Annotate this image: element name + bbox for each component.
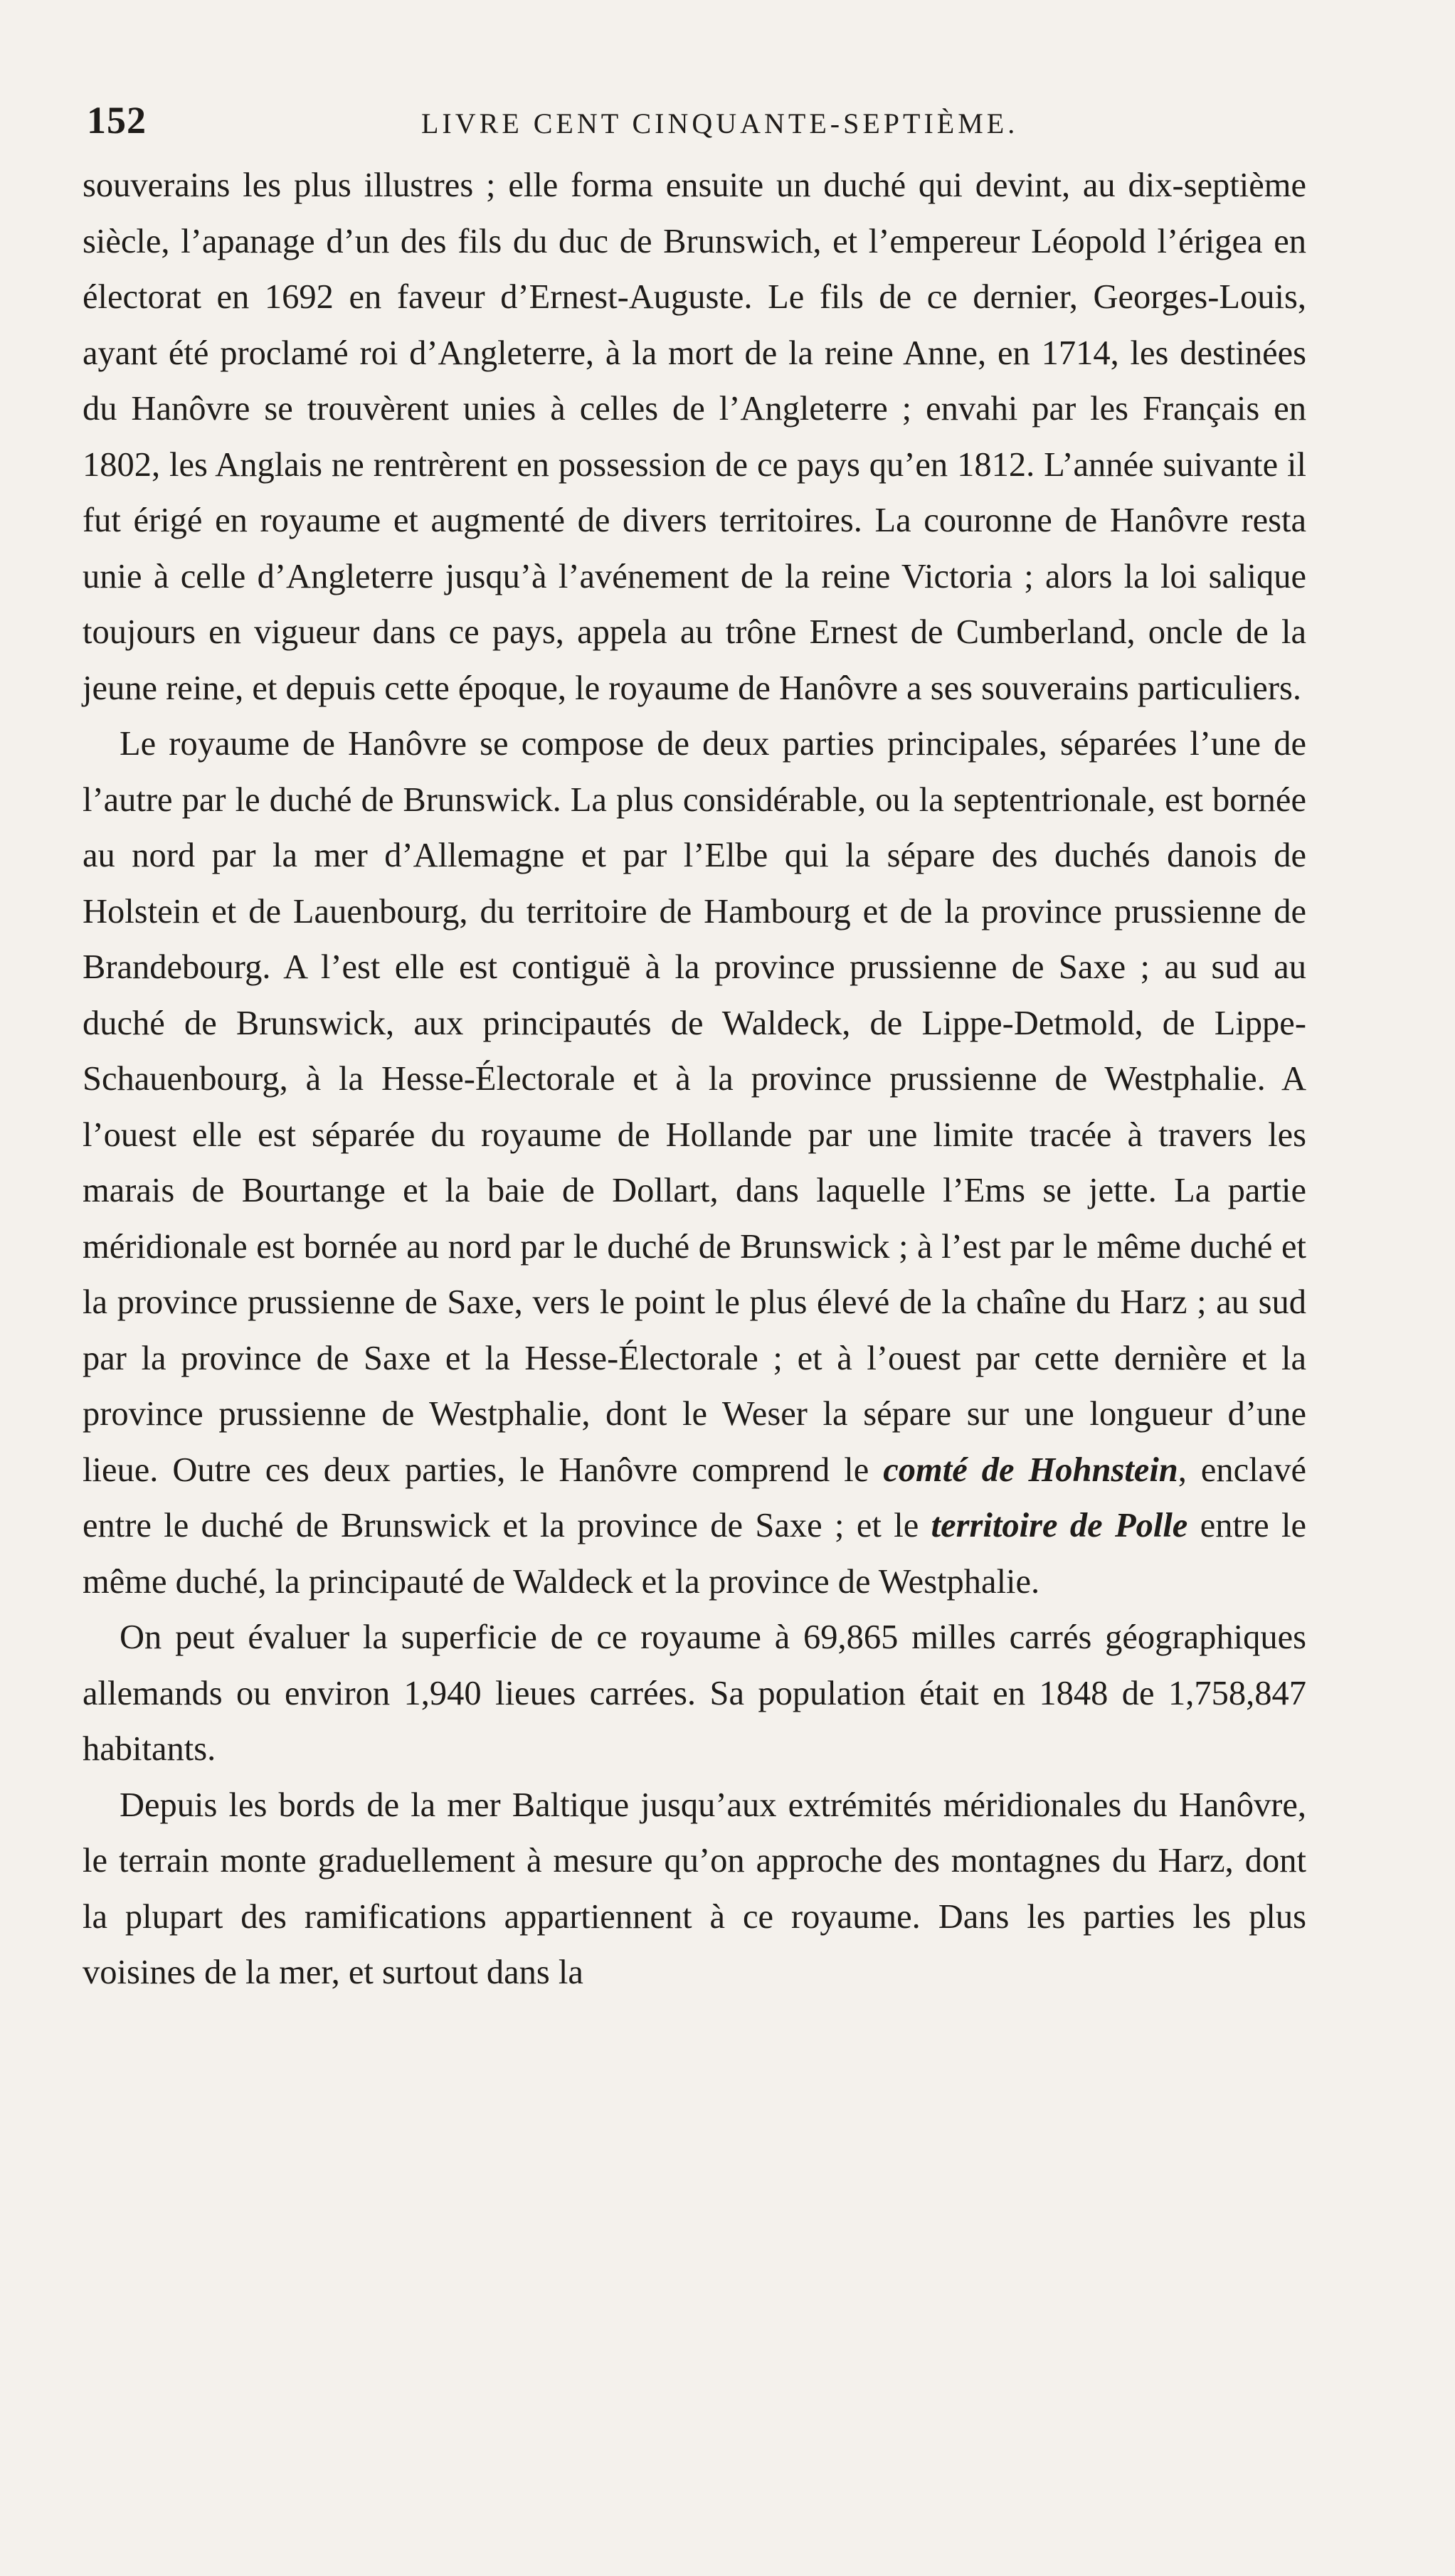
paragraph-3 (83, 1610, 1306, 1778)
page-header (87, 92, 1311, 149)
paragraph-2-italic-hohnstein: comté de Hohnstein (883, 1451, 1178, 1489)
running-title: LIVRE CENT CINQUANTE-SEPTIÈME. (421, 107, 1019, 139)
paragraph-2-italic-polle: territoire de Polle (931, 1507, 1188, 1544)
page-number: 152 (87, 99, 147, 142)
paragraph-2 (83, 716, 1306, 1610)
paragraph-1-text: souverains les plus illustres ; elle forma ensuite un duché qui devint, au dix-septième siècle, l’apanage d’un des fils du duc de Brunswich, et l’empereur Léopold l’érigea en électorat en 1692 en faveur d’Ernest-Auguste. Le fils de ce dernier, Georges-Louis, ayant été proclamé roi d’Angleterre, à la mort de la reine Anne, en 1714, les destinées du Hanôvre se trouvèrent unies à celles de l’Angleterre ; envahi par les Français en 1802, les Anglais ne rentrèrent en possession de ce pays qu’en 1812. L’année suivante il fut érigé en royaume et augmenté de divers territoires. La couronne de Hanôvre resta unie à celle d’Angleterre jusqu’à l’avénement de la reine Victoria ; alors la loi salique toujours en vigueur dans ce pays, appela au trône Ernest de Cumberland, oncle de la jeune reine, et depuis cette époque, le royaume de Hanôvre a ses souverains particuliers. (83, 166, 1306, 707)
paragraph-2-text: Le royaume de Hanôvre se compose de deux parties principales, séparées l’une de l’autre par le duché de Brunswick. La plus considérable, ou la septentrionale, est bornée au nord par la mer d’Allemagne et par l’Elbe qui la sépare des duchés danois de Holstein et de Lauenbourg, du territoire de Hambourg et de la province prussienne de Brandebourg. A l’est elle est contiguë à la province prussienne de Saxe ; au sud au duché de Brunswick, aux principautés de Waldeck, de Lippe-Detmold, de Lippe-Schauenbourg, à la Hesse-Électorale et à la province prussienne de Westphalie. A l’ouest elle est séparée du royaume de Hollande par une limite tracée à travers les marais de Bourtange et la baie de Dollart, dans laquelle l’Ems se jette. La partie méridionale est bornée au nord par le duché de Brunswick ; à l’est par le même duché et la province prussienne de Saxe, vers le point le plus élevé de la chaîne du Harz ; au sud par la province de Saxe et la Hesse-Électorale ; et à l’ouest par cette dernière et la province prussienne de Westphalie, dont le Weser la sépare sur une longueur d’une lieue. Outre ces deux parties, le Hanôvre comprend le (83, 725, 1306, 1489)
paragraph-2-text-middle: , enclavé entre le duché de Brunswick et la province de Saxe ; et le (83, 1451, 1306, 1544)
paragraph-3-text: On peut évaluer la superficie de ce royaume à 69,865 milles carrés géographiques allemands ou environ 1,940 lieues carrées. Sa population était en 1848 de 1,758,847 habitants. (83, 1618, 1306, 1768)
paragraph-1 (83, 158, 1306, 716)
paragraph-4 (83, 1778, 1306, 2001)
paragraph-2-text-end: entre le même duché, la principauté de Waldeck et la province de Westphalie. (83, 1507, 1306, 1601)
paragraph-4-text: Depuis les bords de la mer Baltique jusqu’aux extrémités méridionales du Hanôvre, le terrain monte graduellement à mesure qu’on approche des montagnes du Harz, dont la plupart des ramifications appartiennent à ce royaume. Dans les parties les plus voisines de la mer, et surtout dans la (83, 1786, 1306, 1991)
body-text (83, 158, 1306, 2001)
